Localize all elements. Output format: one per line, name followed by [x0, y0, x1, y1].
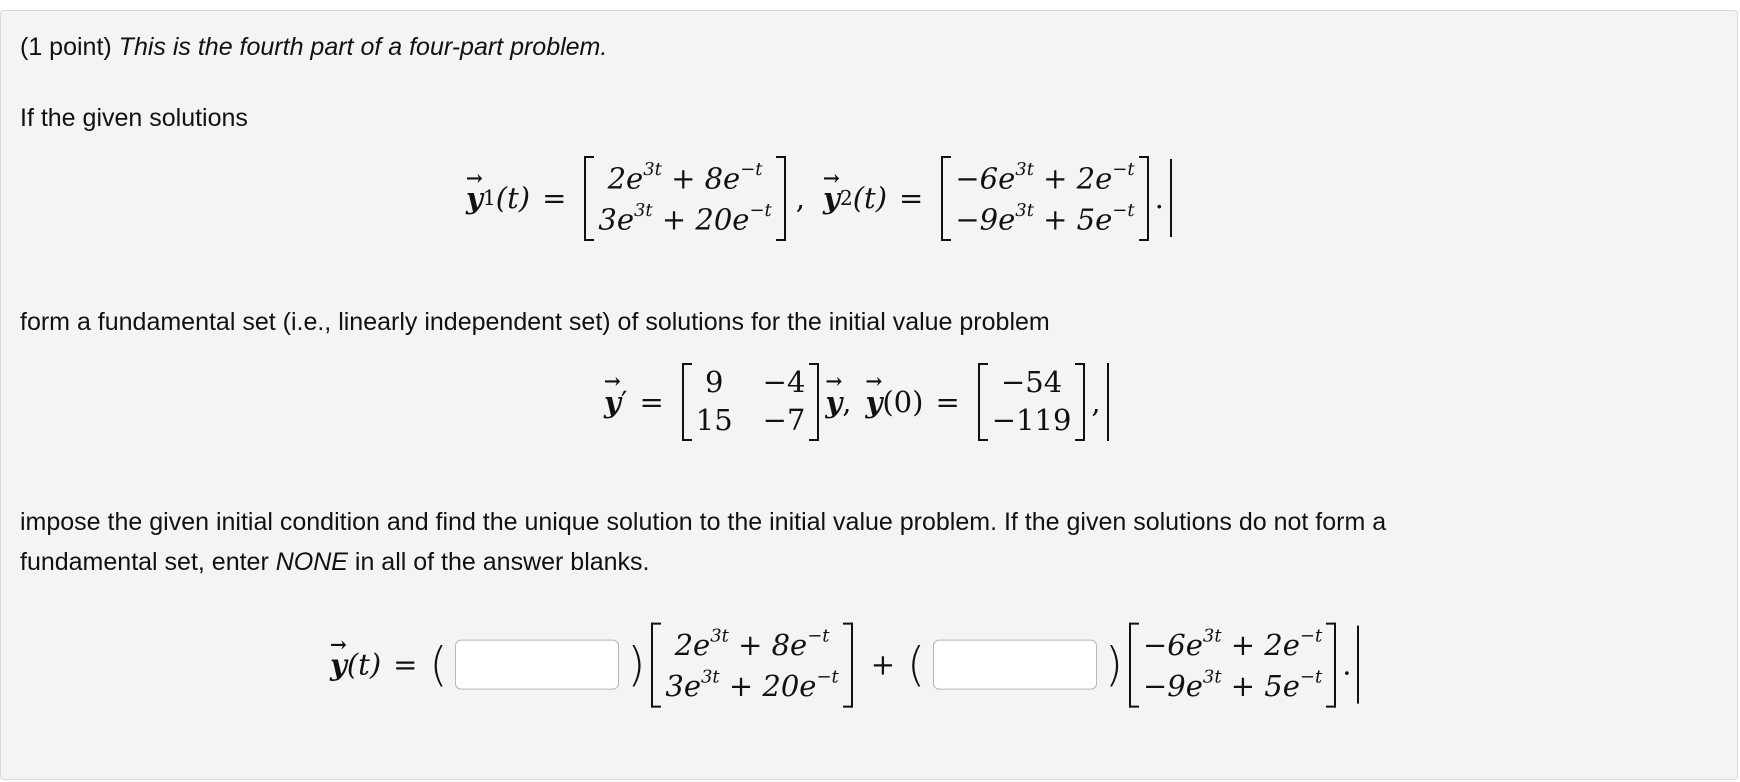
- vector-y2: → y: [823, 181, 840, 215]
- arg-t: (t): [852, 181, 888, 216]
- matrix-y1-row2: $3e^{3t} + 20e^{-t}$: [598, 200, 772, 237]
- prime: ′: [620, 385, 628, 419]
- close-paren: ): [1105, 638, 1123, 692]
- close-paren: ): [627, 638, 646, 692]
- answer-matrix-y2-row1: $-6e^{3t} + 2e^{-t}$: [1142, 625, 1323, 663]
- problem-header: [20, 27, 1710, 67]
- coefficient-2-input[interactable]: [933, 640, 1097, 690]
- text-cursor: [1170, 159, 1172, 237]
- answer-equation: [330, 623, 1359, 708]
- subscript-2: 2: [839, 186, 853, 211]
- comma: ,: [795, 181, 805, 216]
- text-cursor: [1357, 626, 1359, 704]
- form-text: form a fundamental set (i.e., linearly independent set) of solutions for the initial value problem: [20, 308, 1050, 336]
- answer-matrix-y1: [651, 623, 852, 708]
- equals-sign: =: [935, 385, 960, 419]
- open-paren: (: [907, 638, 926, 692]
- answer-matrix-y2-row2: $-9e^{3t} + 5e^{-t}$: [1142, 667, 1323, 704]
- vector-y-answer: → y: [330, 648, 347, 682]
- none-keyword: NONE: [275, 548, 348, 576]
- impose-text-line2: fundamental set, enter: [20, 548, 276, 576]
- matrix-cell: −4: [762, 365, 806, 400]
- comma: ,: [1091, 385, 1101, 419]
- matrix-cell: −7: [762, 403, 806, 437]
- answer-matrix-y1-row1: $2e^{3t} + 8e^{-t}$: [674, 625, 830, 663]
- answer-matrix-y2: [1129, 623, 1336, 708]
- given-solutions-equation: [466, 156, 1172, 241]
- subscript-1: 1: [482, 186, 496, 211]
- vector-y1: → y: [466, 181, 483, 215]
- matrix-y2: [941, 156, 1148, 241]
- ivp-equation: [604, 363, 1109, 441]
- matrix-y1-row1: $2e^{3t} + 8e^{-t}$: [607, 159, 763, 196]
- problem-intro: This is the fourth part of a four-part problem.: [118, 33, 608, 61]
- impose-text: [20, 502, 1710, 582]
- vector-y-init: → y: [866, 385, 883, 419]
- answer-matrix-y1-row2: $3e^{3t} + 20e^{-t}$: [665, 667, 839, 704]
- period: .: [1154, 181, 1164, 216]
- text-cursor: [1107, 363, 1109, 441]
- equals-sign: =: [393, 648, 418, 682]
- points-label: (1 point): [20, 33, 112, 61]
- matrix-cell: 15: [695, 403, 733, 437]
- arg-t: (t): [495, 181, 531, 216]
- plus-sign: +: [870, 648, 896, 682]
- matrix-y2-row2: $-9e^{3t} + 5e^{-t}$: [955, 200, 1135, 237]
- initial-vector: [978, 363, 1086, 441]
- equals-sign: =: [899, 181, 924, 216]
- initial-vector-cell: −119: [991, 403, 1072, 437]
- impose-text-line2-end: in all of the answer blanks.: [347, 548, 650, 576]
- initial-vector-cell: −54: [1000, 365, 1063, 400]
- comma: ,: [842, 385, 852, 419]
- open-paren: (: [429, 638, 448, 692]
- matrix-y2-row1: $-6e^{3t} + 2e^{-t}$: [955, 159, 1135, 196]
- period: .: [1342, 648, 1352, 682]
- arg-zero: (0): [882, 385, 924, 419]
- coefficient-1-input[interactable]: [455, 640, 619, 690]
- given-text: If the given solutions: [20, 104, 248, 132]
- matrix-y1: [584, 156, 785, 241]
- equals-sign: =: [542, 181, 567, 216]
- equals-sign: =: [639, 385, 664, 419]
- matrix-cell: 9: [704, 365, 724, 400]
- coefficient-matrix: [682, 363, 820, 441]
- vector-y-lhs: → y: [604, 385, 621, 419]
- arg-t: (t): [346, 648, 382, 682]
- impose-text-line1: impose the given initial condition and find the unique solution to the initial value problem. If the given solutions do not form a: [20, 508, 1387, 536]
- vector-y-rhs: → y: [825, 385, 842, 419]
